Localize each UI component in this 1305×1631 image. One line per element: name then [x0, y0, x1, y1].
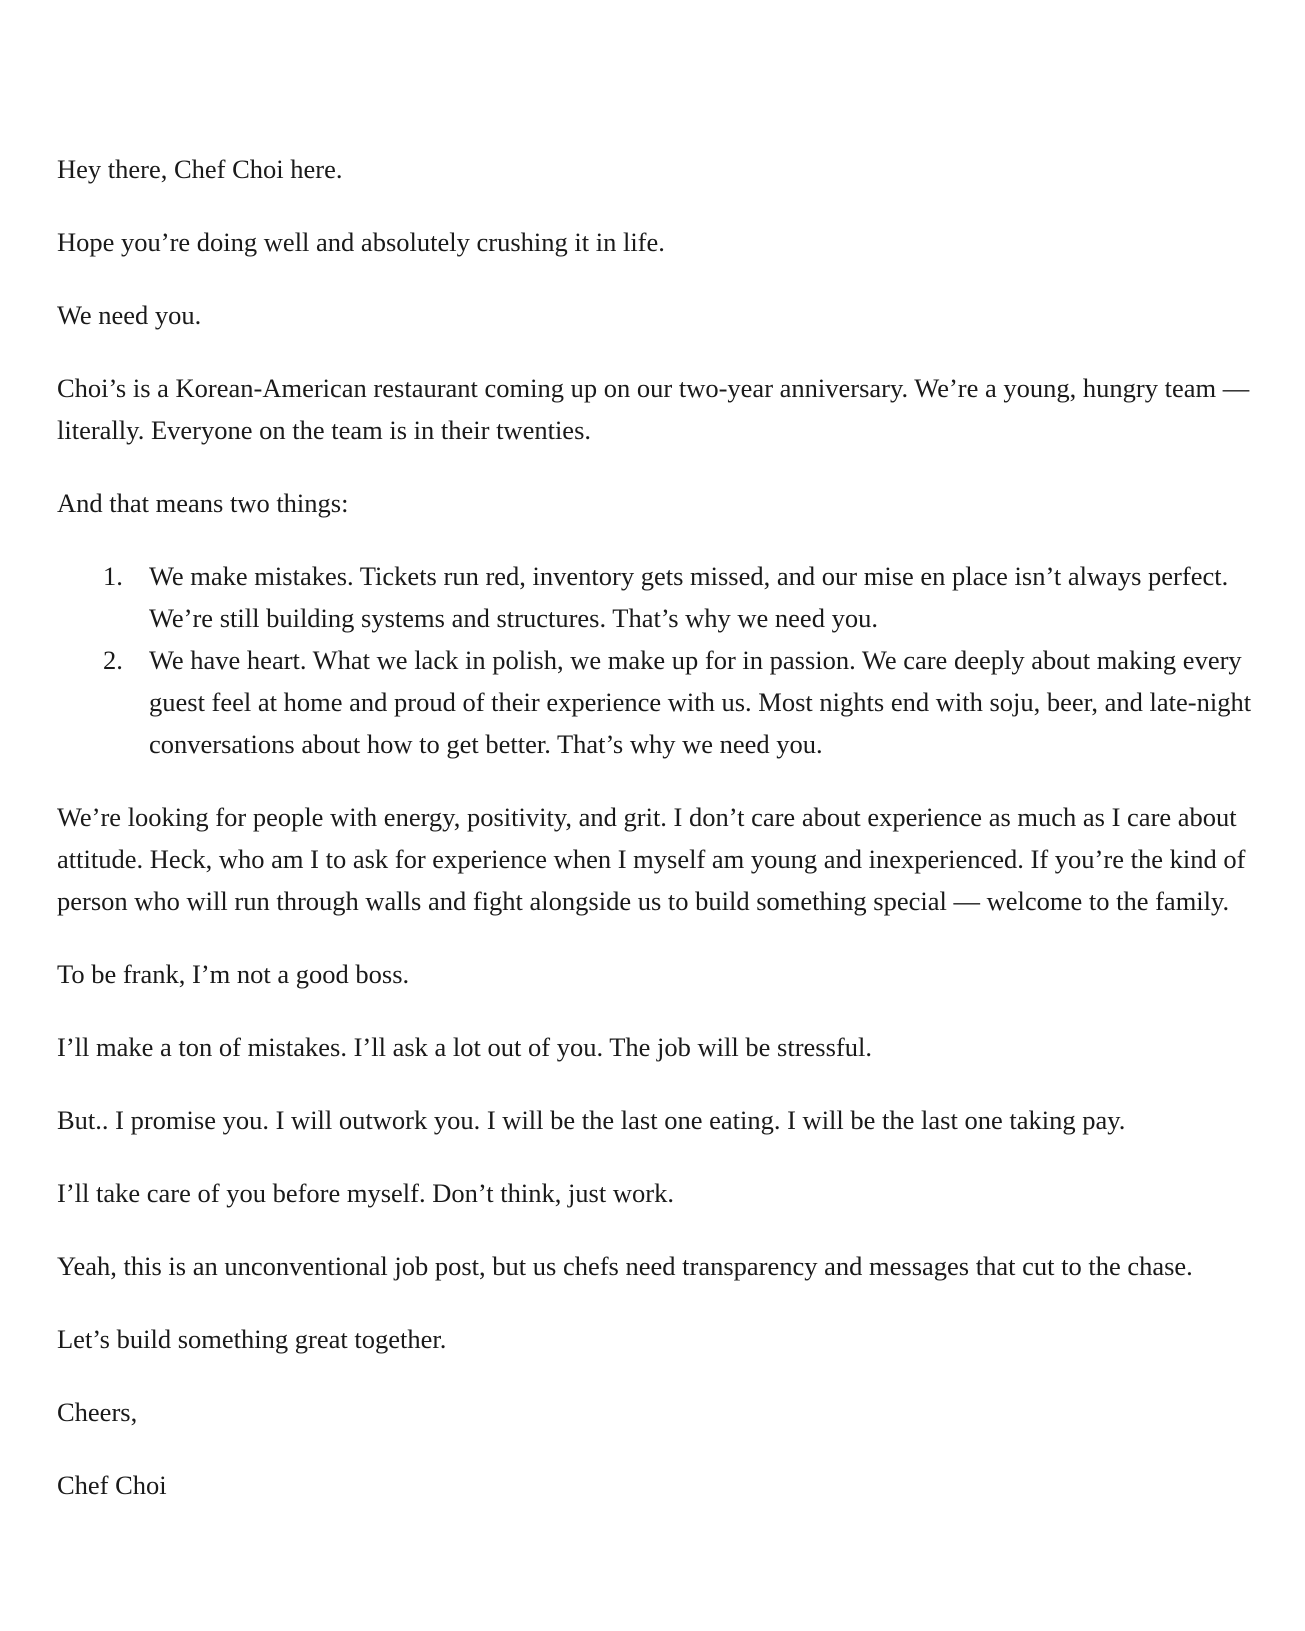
- paragraph-mistakes: I’ll make a ton of mistakes. I’ll ask a lot out of you. The job will be stressful.: [57, 1032, 872, 1062]
- paragraph-need-you: We need you.: [57, 300, 202, 330]
- paragraph-not-good-boss: To be frank, I’m not a good boss.: [57, 959, 410, 989]
- list-number: 2.: [103, 645, 123, 675]
- signature: Chef Choi: [57, 1470, 167, 1500]
- paragraph-take-care: I’ll take care of you before myself. Don’t think, just work.: [57, 1178, 674, 1208]
- paragraph-build-together: Let’s build something great together.: [57, 1324, 447, 1354]
- list-item-text: We make mistakes. Tickets run red, inventory gets missed, and our mise en place isn’t always perfect. We’re still building systems and structures. That’s why we need you.: [149, 561, 1229, 633]
- paragraph-looking-for: We’re looking for people with energy, positivity, and grit. I don’t care about experience as much as I care about attitude. Heck, who am I to ask for experience when I myself am young and inexperienced. If you’re the kind of person who will run through walls and fight alongside us to build something special — welcome to the family.: [57, 802, 1246, 916]
- paragraph-two-things: And that means two things:: [57, 488, 349, 518]
- letter-body: [57, 148, 1267, 1537]
- list-item: [103, 555, 1267, 639]
- greeting: Hey there, Chef Choi here.: [57, 154, 343, 184]
- paragraph-promise: But.. I promise you. I will outwork you. I will be the last one eating. I will be the last one taking pay.: [57, 1105, 1126, 1135]
- list-item: [103, 639, 1267, 765]
- paragraph-unconventional: Yeah, this is an unconventional job post, but us chefs need transparency and messages that cut to the chase.: [57, 1251, 1193, 1281]
- closing: Cheers,: [57, 1397, 138, 1427]
- list-item-text: We have heart. What we lack in polish, we make up for in passion. We care deeply about making every guest feel at home and proud of their experience with us. Most nights end with soju, beer, and late-night conversations about how to get better. That’s why we need you.: [149, 645, 1252, 759]
- list-number: 1.: [103, 561, 123, 591]
- paragraph-restaurant-intro: Choi’s is a Korean-American restaurant coming up on our two-year anniversary. We’re a young, hungry team — literally. Everyone on the team is in their twenties.: [57, 373, 1250, 445]
- numbered-list: [57, 555, 1267, 765]
- paragraph-wellwish: Hope you’re doing well and absolutely crushing it in life.: [57, 227, 665, 257]
